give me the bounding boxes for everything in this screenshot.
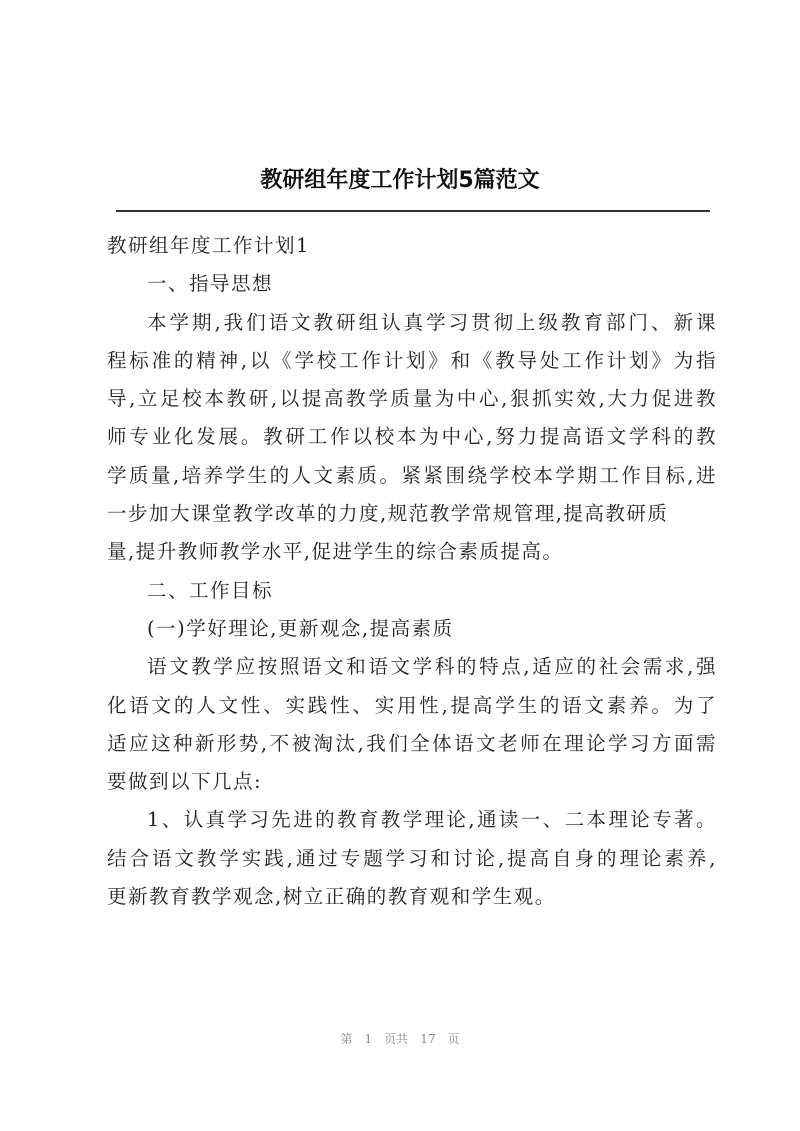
text-line: 本学期,我们语文教研组认真学习贯彻上级教育部门、新课 xyxy=(147,310,717,334)
heading: 一、指导思想 xyxy=(147,272,274,296)
paragraph xyxy=(107,304,717,572)
heading: 二、工作目标 xyxy=(147,578,274,602)
page-number: 1 xyxy=(364,1032,373,1046)
title-divider xyxy=(116,210,710,212)
footer-middle: 页共 xyxy=(384,1032,409,1046)
text-line: 更新教育教学观念,树立正确的教育观和学生观。 xyxy=(107,885,556,909)
document-body xyxy=(107,227,717,916)
text-line: 适应这种新形势,不被淘汰,我们全体语文老师在理论学习方面需 xyxy=(107,731,717,755)
footer-suffix: 页 xyxy=(447,1032,460,1046)
page-total: 17 xyxy=(420,1032,436,1046)
paragraph xyxy=(107,648,717,801)
text-line: 程标准的精神,以《学校工作计划》和《教导处工作计划》为指 xyxy=(107,348,717,372)
text-line: 语文教学应按照语文和语文学科的特点,适应的社会需求,强 xyxy=(147,655,717,679)
page-footer xyxy=(0,1030,800,1047)
text-line: 1、认真学习先进的教育教学理论,通读一、二本理论专著。 xyxy=(147,808,717,832)
text-line: 一步加大课堂教学改革的力度,规范教学常规管理,提高教研质 xyxy=(107,502,669,526)
text-line: 导,立足校本教研,以提高教学质量为中心,狠抓实效,大力促进教 xyxy=(107,387,717,411)
document-title: 教研组年度工作计划5篇范文 xyxy=(260,168,540,193)
subheading: (一)学好理论,更新观念,提高素质 xyxy=(147,616,454,640)
text-line: 学质量,培养学生的人文素质。紧紧围绕学校本学期工作目标,进 xyxy=(107,463,717,487)
section-title: 教研组年度工作计划1 xyxy=(107,234,310,257)
text-line: 要做到以下几点: xyxy=(107,770,263,794)
text-line: 师专业化发展。教研工作以校本为中心,努力提高语文学科的教 xyxy=(107,425,717,449)
footer-prefix: 第 xyxy=(340,1032,353,1046)
text-line: 结合语文教学实践,通过专题学习和讨论,提高自身的理论素养, xyxy=(107,846,717,870)
paragraph xyxy=(107,801,717,916)
text-line: 化语文的人文性、实践性、实用性,提高学生的语文素养。为了 xyxy=(107,693,717,717)
text-line: 量,提升教师教学水平,促进学生的综合素质提高。 xyxy=(107,540,564,564)
